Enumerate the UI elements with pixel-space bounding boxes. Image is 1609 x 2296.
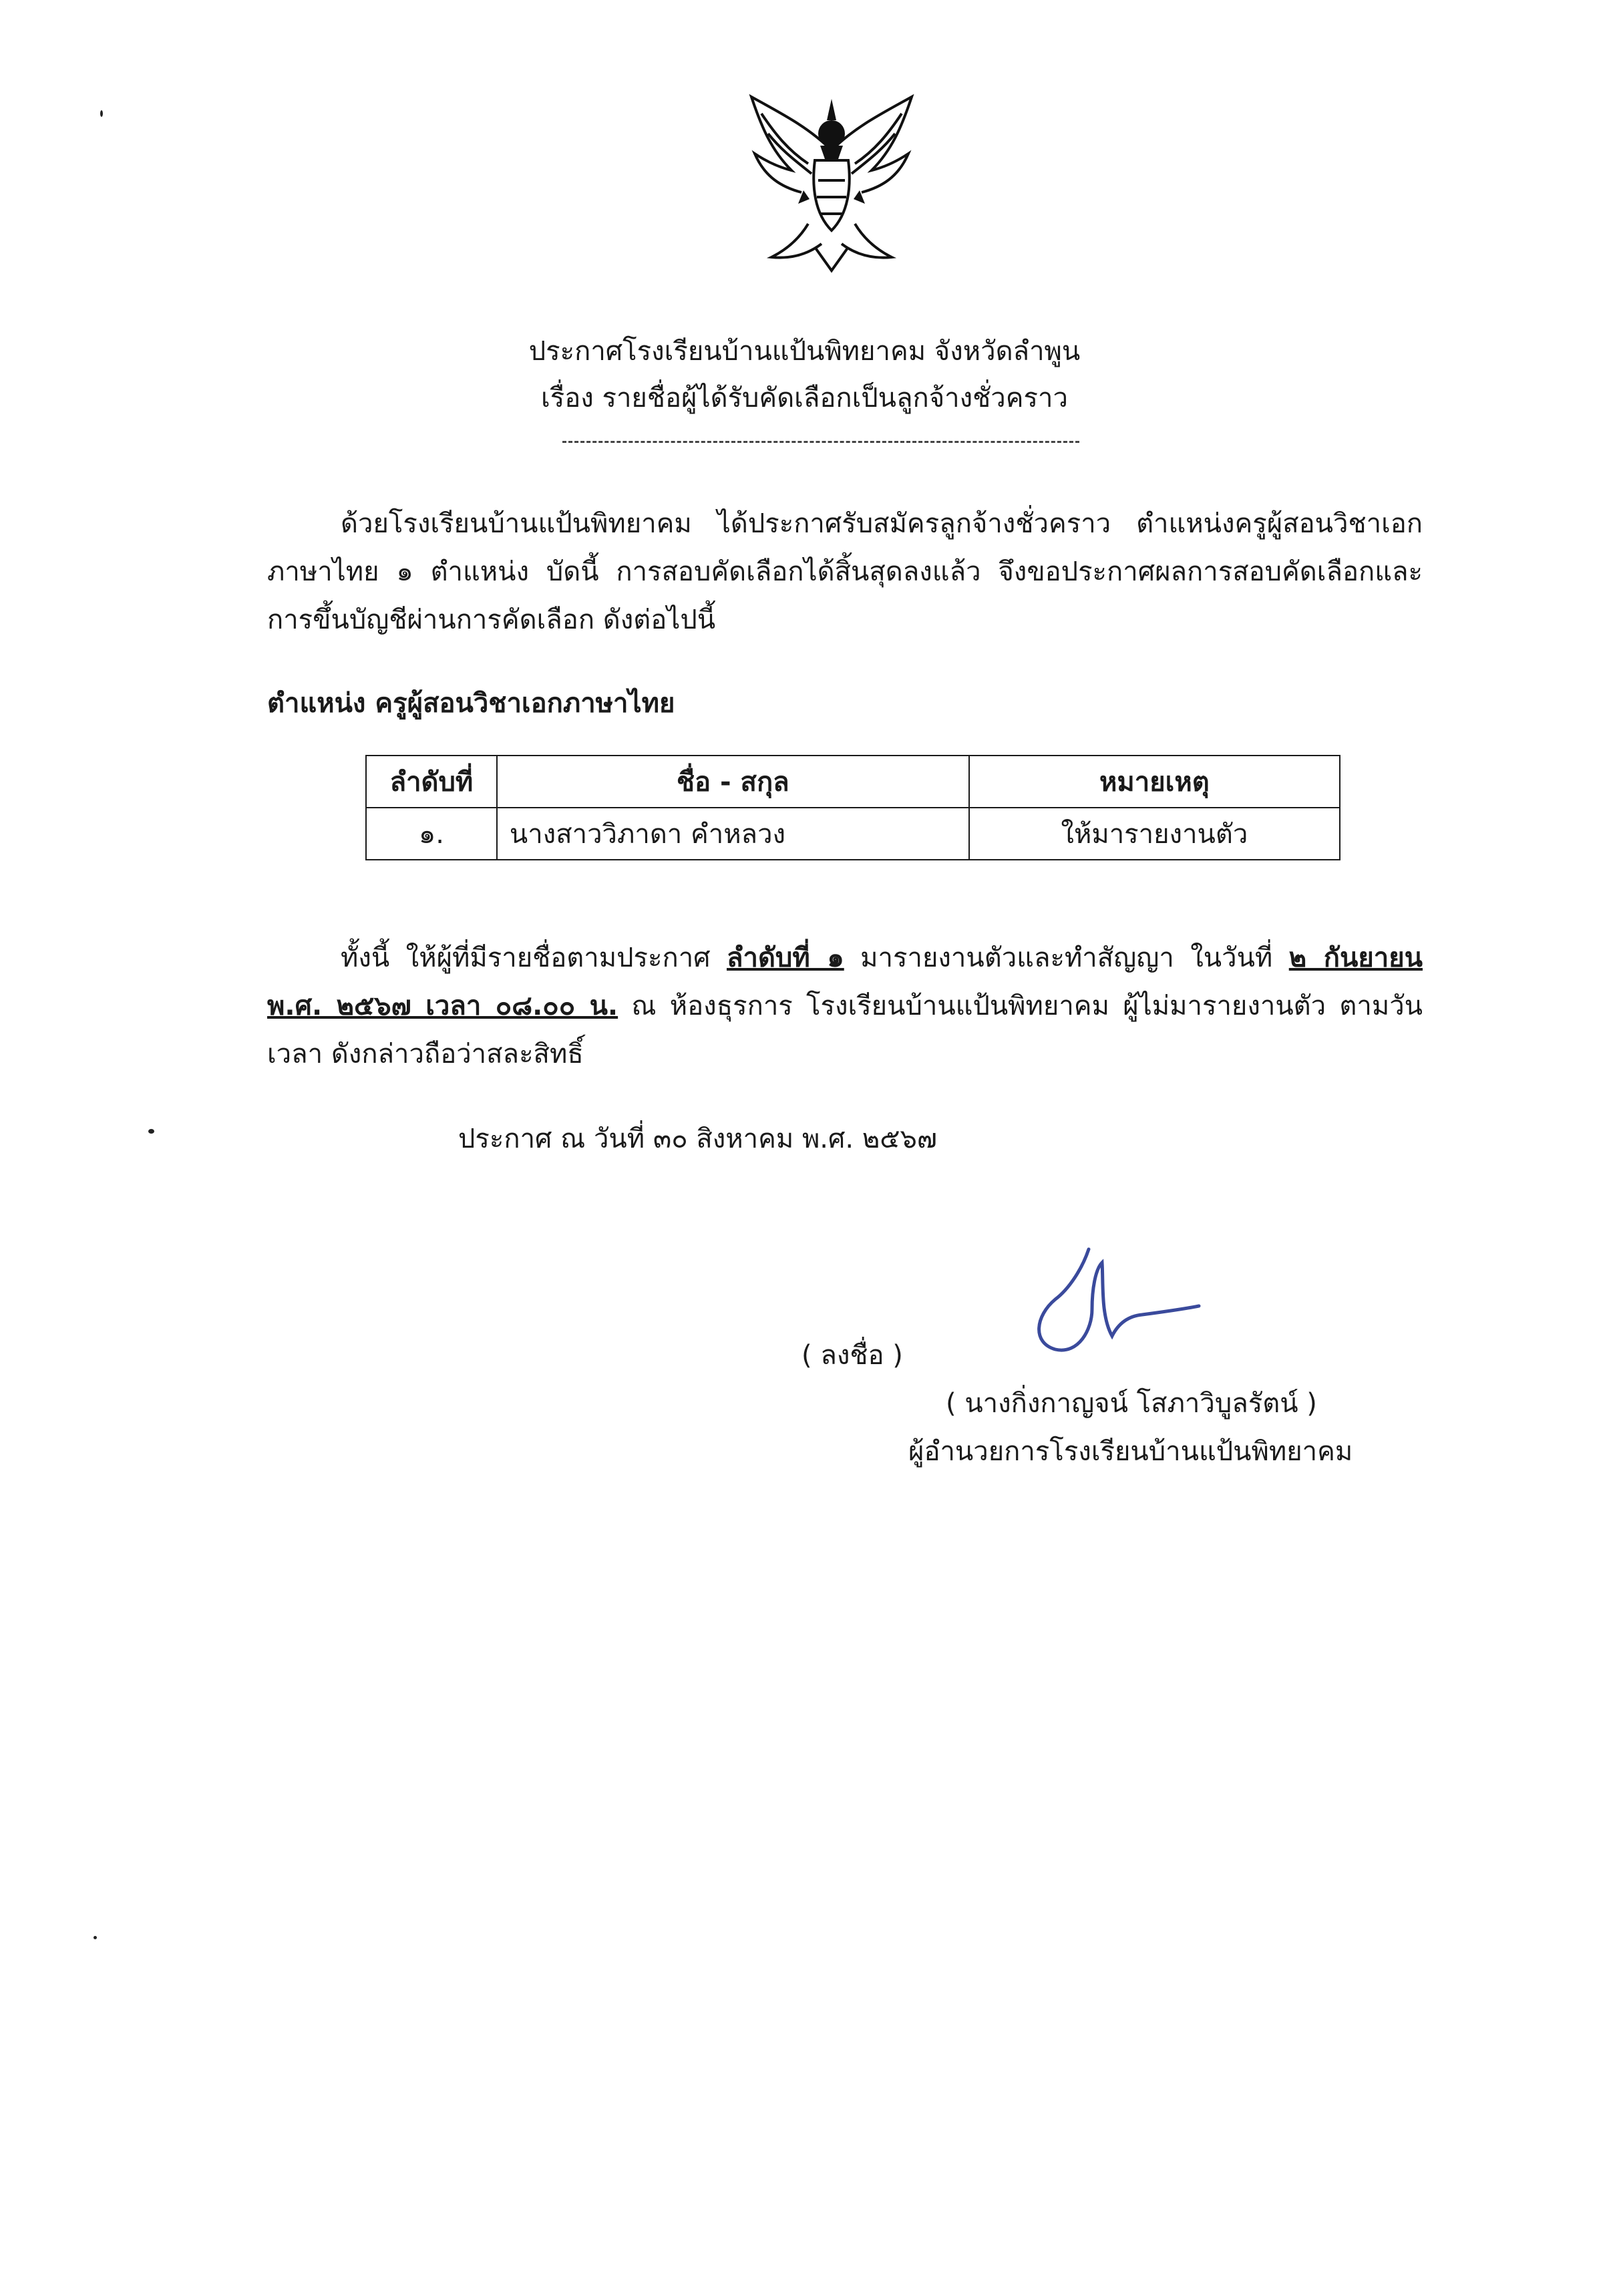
announcement-date: ประกาศ ณ วันที่ ๓๐ สิงหาคม พ.ศ. ๒๕๖๗: [458, 1124, 937, 1154]
instruction-paragraph: [267, 934, 1423, 1078]
instruction-emphasis-date: ๒ กันยายน พ.ศ. ๒๕๖๗ เวลา ๐๘.๐๐ น.: [267, 943, 1423, 1021]
garuda-emblem-icon: [735, 87, 928, 281]
announcement-subject: เรื่อง รายชื่อผู้ได้รับคัดเลือกเป็นลูกจ้างชั่วคราว: [541, 383, 1068, 414]
intro-paragraph: [267, 500, 1423, 644]
instruction-text-1: ทั้งนี้ ให้ผู้ที่มีรายชื่อตามประกาศ: [341, 943, 727, 973]
header-remark: หมายเหตุ: [969, 756, 1340, 808]
selection-result-table: [365, 755, 1340, 860]
table-row: [366, 808, 1340, 860]
announcement-title: ประกาศโรงเรียนบ้านแป้นพิทยาคม จังหวัดลำพูน: [528, 336, 1081, 367]
row-name: นางสาววิภาดา คำหลวง: [497, 808, 969, 860]
position-heading: ตำแหน่ง ครูผู้สอนวิชาเอกภาษาไทย: [267, 688, 675, 719]
table-header-row: [366, 756, 1340, 808]
header-name: ชื่อ - สกุล: [497, 756, 969, 808]
intro-text: ด้วยโรงเรียนบ้านแป้นพิทยาคม ได้ประกาศรับสมัครลูกจ้างชั่วคราว ตำแหน่งครูผู้สอนวิชาเอกภาษาไทย ๑ ตำแหน่ง บัดนี้ การสอบคัดเลือกได้สิ้นสุดลงแล้ว จึงขอประกาศผลการสอบคัดเลือกและการขึ้นบัญชีผ่านการคัดเลือก ดังต่อไปนี้: [267, 508, 1423, 635]
header-order: ลำดับที่: [366, 756, 497, 808]
row-order: ๑.: [366, 808, 497, 860]
instruction-text-2: มารายงานตัวและทำสัญญา ในวันที่: [844, 943, 1289, 973]
title-divider: [562, 441, 1079, 443]
instruction-text-3: ณ ห้องธุรการ โรงเรียนบ้านแป้นพิทยาคม ผู้ไม่มารายงานตัว ตามวัน เวลา ดังกล่าวถือว่าสละสิทธิ์: [267, 991, 1423, 1070]
scan-speck: [148, 1129, 154, 1134]
row-remark: ให้มารายงานตัว: [969, 808, 1340, 860]
instruction-emphasis-order: ลำดับที่ ๑: [726, 943, 844, 973]
signer-title: ผู้อำนวยการโรงเรียนบ้านแป้นพิทยาคม: [908, 1436, 1353, 1467]
scan-speck: [94, 1936, 97, 1939]
handwritten-signature: [1029, 1243, 1202, 1363]
signer-name: ( นางกิ่งกาญจน์ โสภาวิบูลรัตน์ ): [946, 1388, 1317, 1419]
signature-label: ( ลงชื่อ ): [801, 1340, 903, 1371]
scan-speck: [100, 110, 103, 117]
